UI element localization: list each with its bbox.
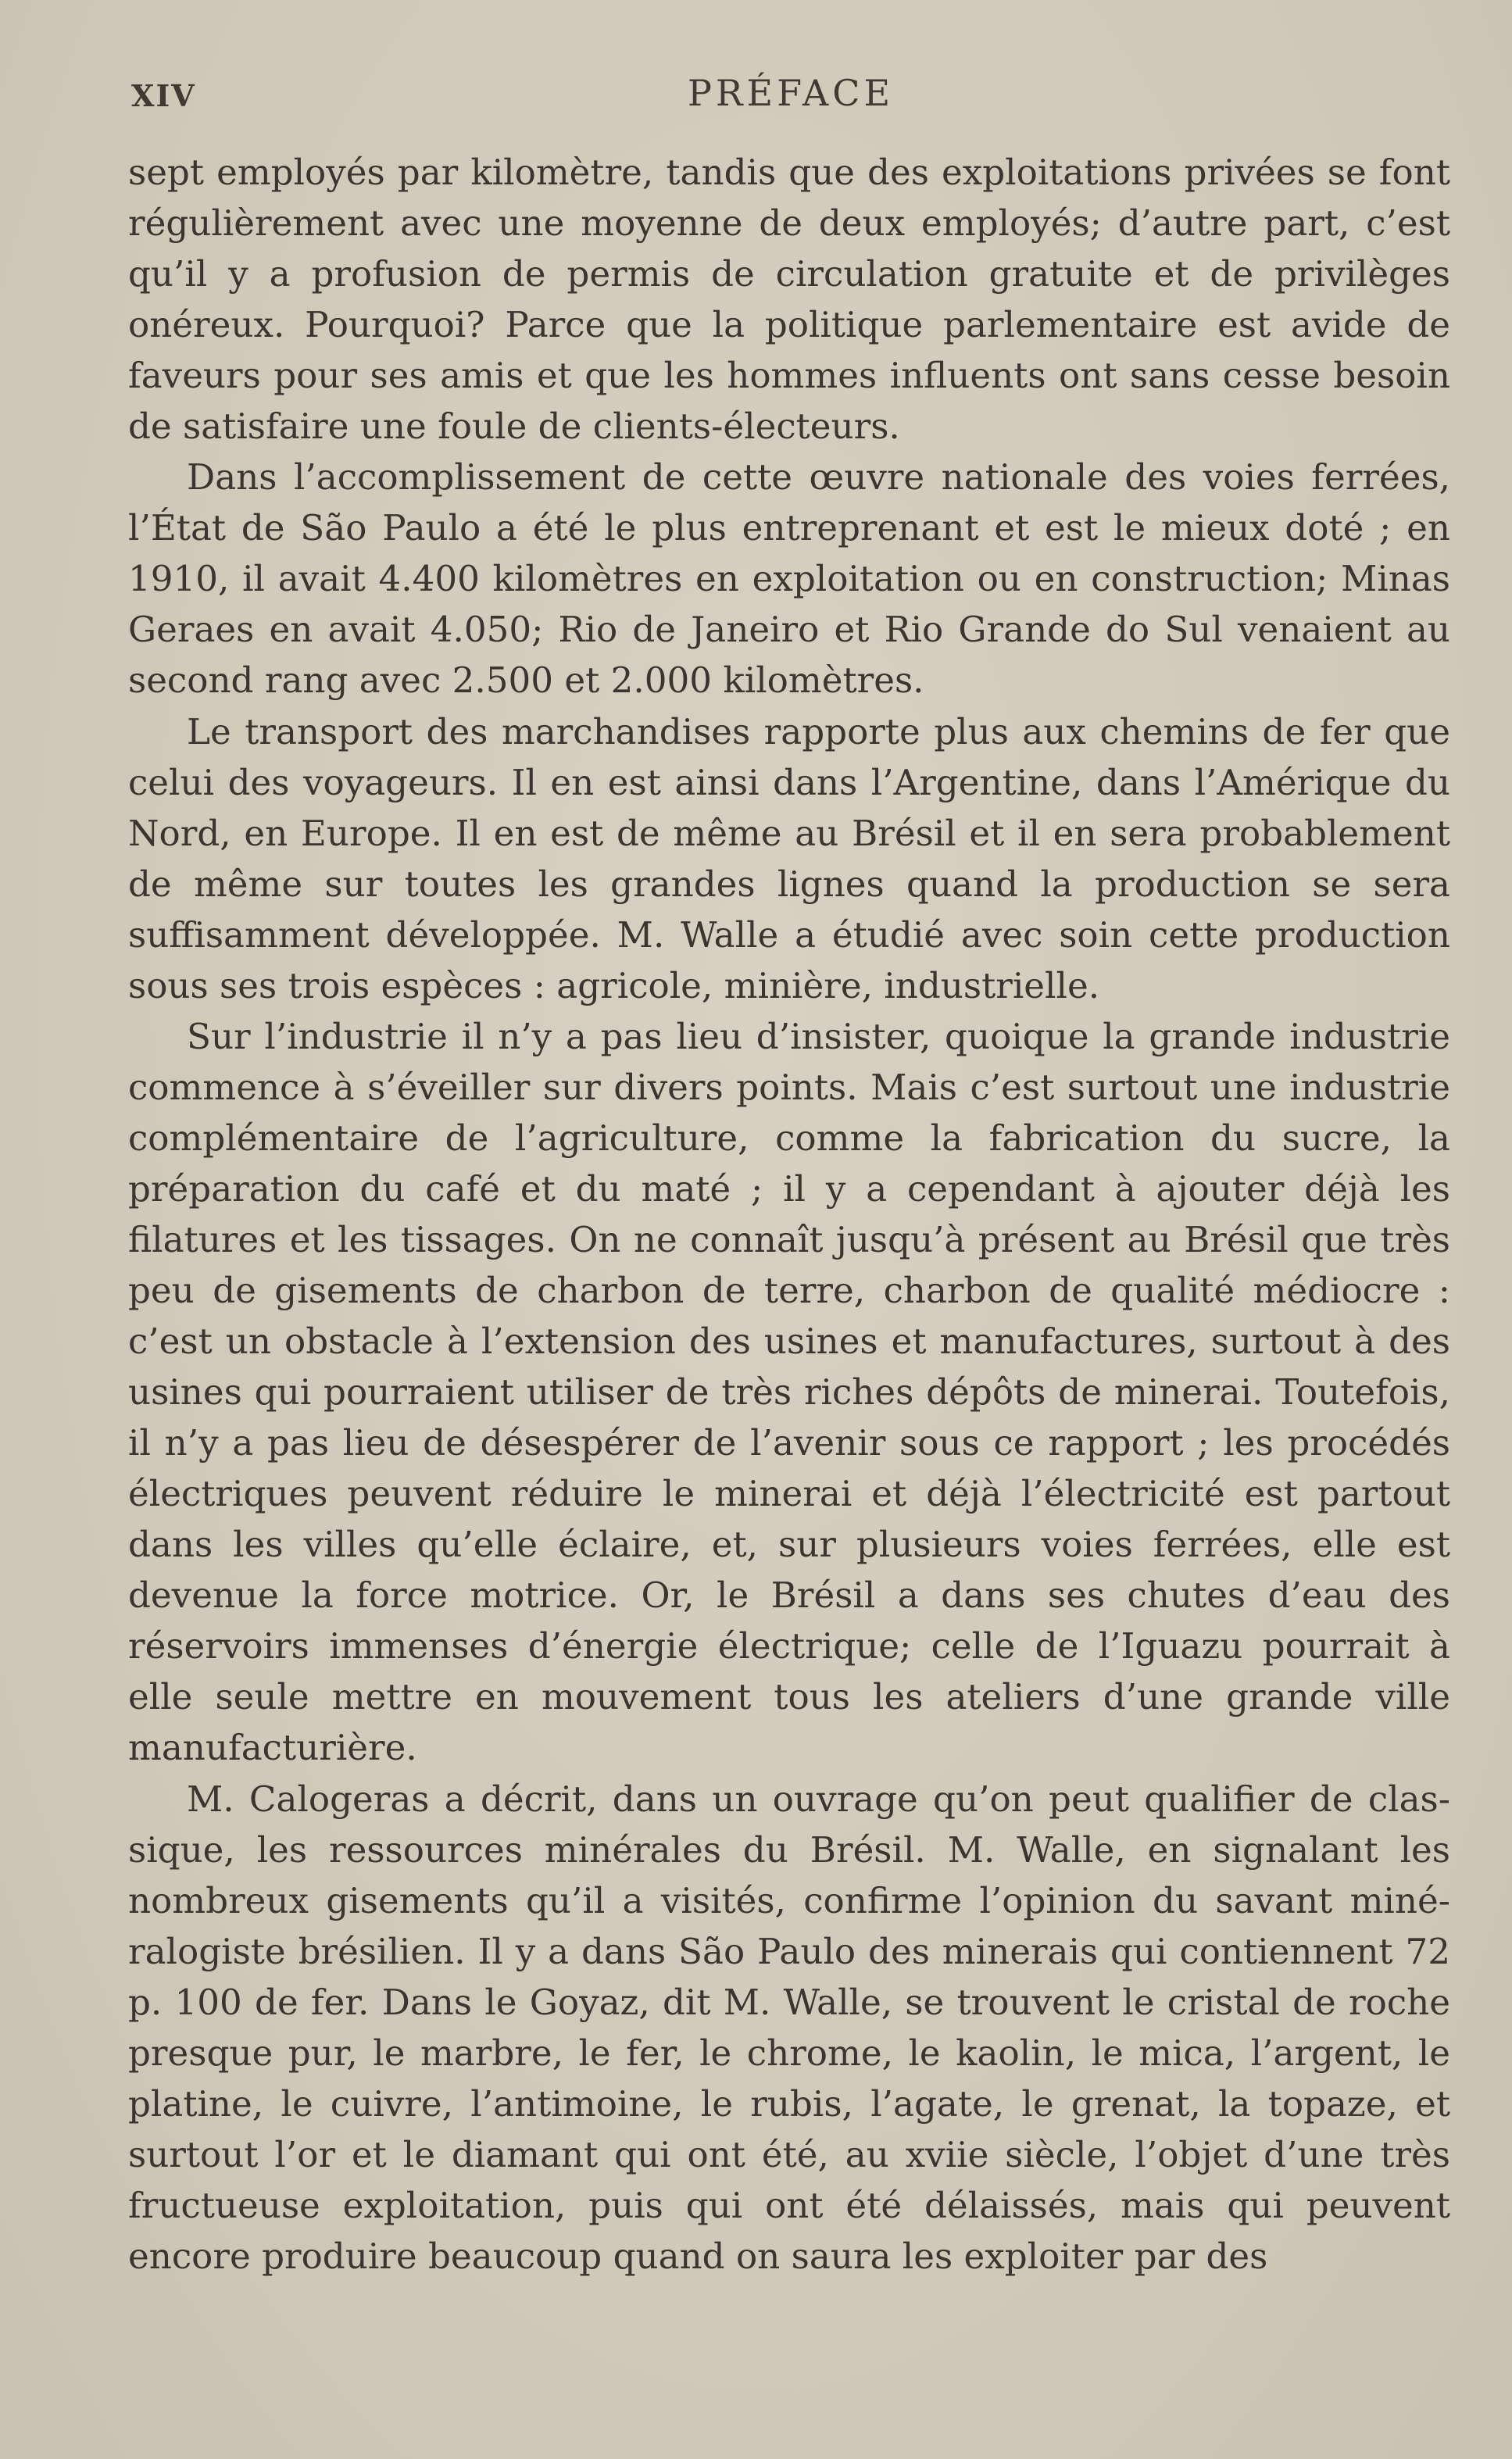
running-head <box>131 72 1450 119</box>
body-text <box>128 147 1450 2282</box>
page-number: XIV <box>131 78 196 113</box>
paragraph-2: Dans l’accomplissement de cette œuvre nationale des voies ferrées, l’État de São Paulo a été le plus entreprenant et est le mieux doté ; en 1910, il avait 4.400 kilomètres en exploitation ou en construction; Minas Geraes en avait 4.050; Rio de Janeiro et Rio Grande do Sul venaient au second rang avec 2.500 et 2.000 kilomètres. <box>128 456 1450 702</box>
paragraph-1: sept employés par kilomètre, tandis que des exploitations privées se font régulièrement avec une moyenne de deux employés; d’autre part, c’est qu’il y a profusion de permis de circulation gratuite et de privilèges onéreux. Pourquoi? Parce que la politique parlementaire est avide de faveurs pour ses amis et que les hommes influents ont sans cesse besoin de satisfaire une foule de clients-électeurs. <box>128 152 1450 448</box>
paragraph-3: Le transport des marchandises rapporte plus aux chemins de fer que celui des voyageurs. Il en est ainsi dans l’Argentine, dans l’Amérique du Nord, en Europe. Il en est de même au Brésil et il en sera probablement de même sur toutes les grandes lignes quand la production se sera suffisamment développée. M. Walle a étudié avec soin cette production sous ses trois espèces : agricole, minière, industrielle. <box>128 710 1450 1006</box>
paragraph-4: Sur l’industrie il n’y a pas lieu d’insister, quoique la grande industrie commence à s’éveiller sur divers points. Mais c’est surtout une industrie complémentaire de l’agriculture, comme la fabrication du sucre, la préparation du café et du maté ; il y a cependant à ajouter déjà les filatures et les tissages. On ne connaît jusqu’à présent au Brésil que très peu de gisements de charbon de terre, charbon de qualité médiocre : c’est un obstacle à l’extension des usines et manufactures, surtout à des usines qui pourraient utiliser de très riches dépôts de minerai. Toutefois, il n’y a pas lieu de désespérer de l’avenir sous ce rapport ; les procédés électriques peuvent réduire le minerai et déjà l’électricité est partout dans les villes qu’elle éclaire, et, sur plusieurs voies ferrées, elle est devenue la force motrice. Or, le Brésil a dans ses chutes d’eau des réservoirs immenses d’énergie électrique; celle de l’Iguazu pourrait à elle seule mettre en mouvement tous les ateliers d’une grande ville manufacturière. <box>128 1015 1450 1769</box>
paragraph-5: M. Calogeras a décrit, dans un ouvrage qu’on peut qualifier de classique, les ressources minérales du Brésil. M. Walle, en signalant les nombreux gisements qu’il a visités, confirme l’opinion du savant minéralogiste brésilien. Il y a dans São Paulo des minerais qui contiennent 72 p. 100 de fer. Dans le Goyaz, dit M. Walle, se trouvent le cristal de roche presque pur, le marbre, le fer, le chrome, le kaolin, le mica, l’argent, le platine, le cuivre, l’antimoine, le rubis, l’agate, le grenat, la topaze, et surtout l’or et le diamant qui ont été, au xviie siècle, l’objet d’une très fructueuse exploitation, puis qui ont été délaissés, mais qui peuvent encore produire beaucoup quand on saura les exploiter par des <box>128 1778 1450 2277</box>
page-title: PRÉFACE <box>687 72 895 114</box>
